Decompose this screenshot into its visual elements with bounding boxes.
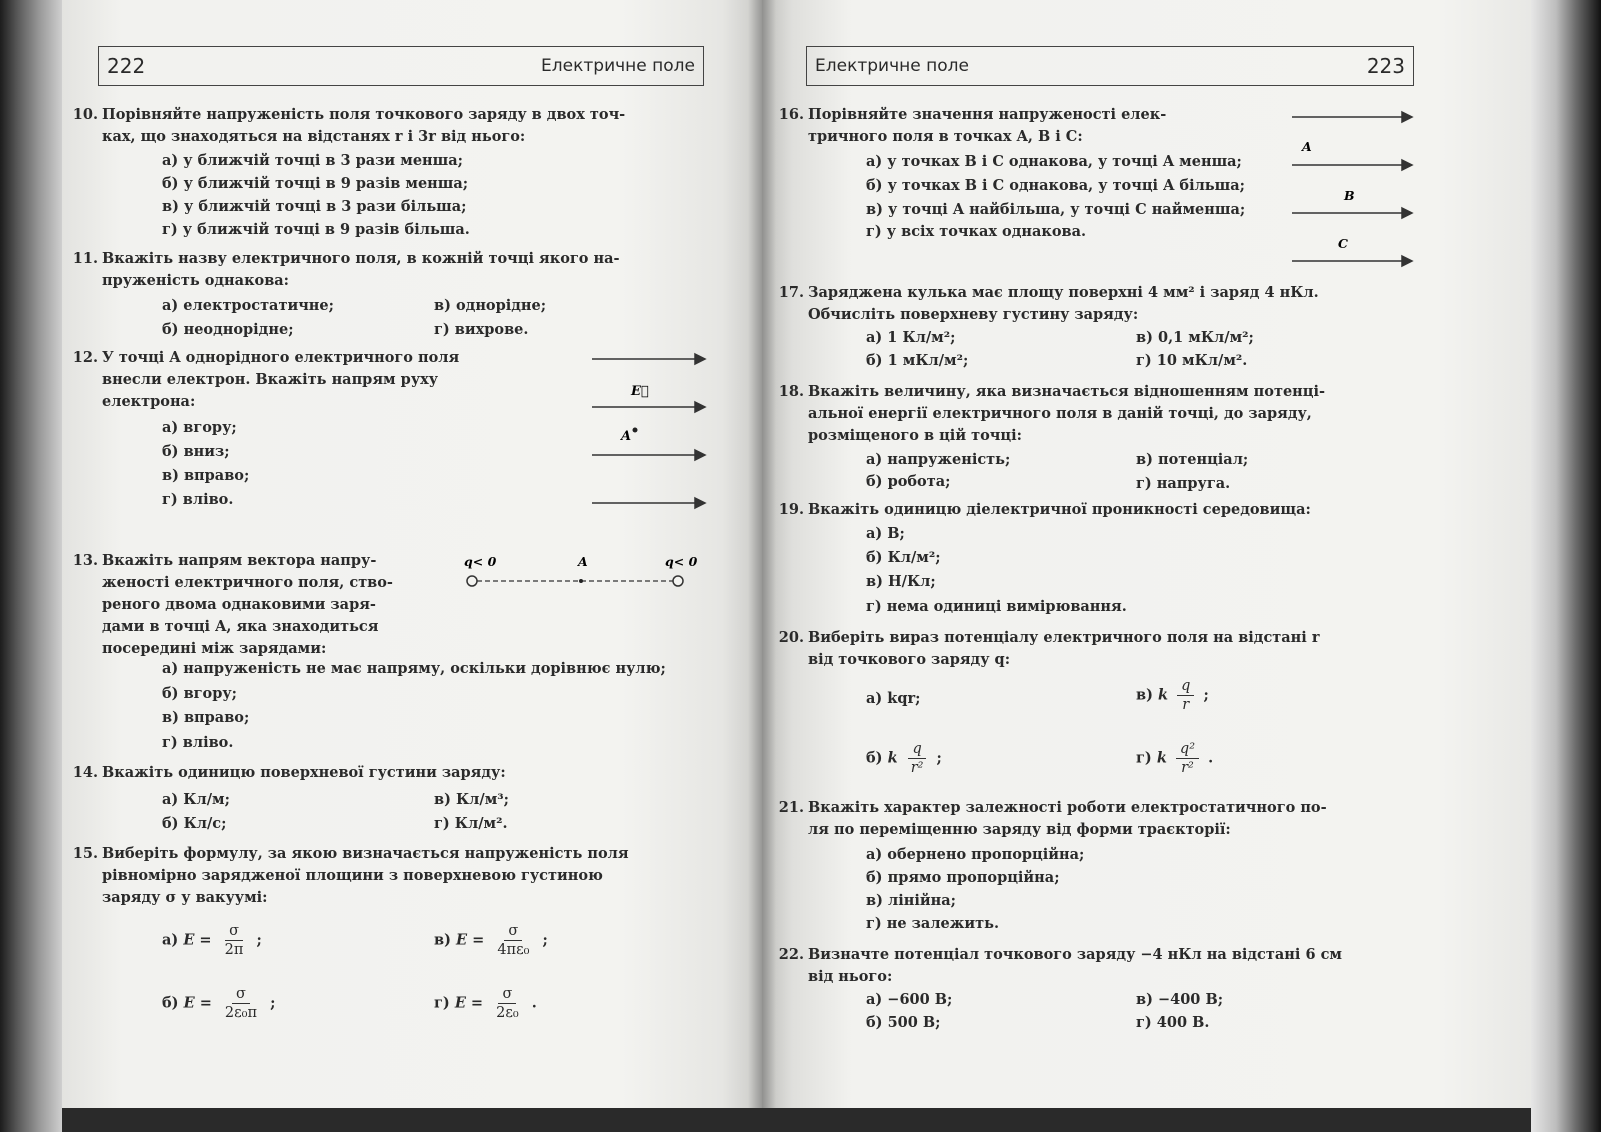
question-number: 12. <box>72 349 98 366</box>
denominator: r² <box>910 760 924 776</box>
right-charge-label: q< 0 <box>665 554 698 569</box>
question-number: 14. <box>72 764 98 781</box>
option: в) Кл/м³; <box>434 791 509 808</box>
option: а) вгору; <box>162 419 237 436</box>
left-charge <box>467 576 477 586</box>
option: а) у ближчій точці в 3 рази менша; <box>162 152 464 169</box>
question-18 <box>768 381 1418 447</box>
option: г) 400 В. <box>1136 1014 1210 1031</box>
option: а) В; <box>866 525 905 542</box>
question-text: Визначте потенціал точкового заряду −4 нКл на відстані 6 см <box>808 946 1343 963</box>
option-label: в) <box>1136 686 1153 704</box>
option: в) однорідне; <box>434 297 547 314</box>
question-text: Порівняйте напруженість поля точкового заряду в двох точ- <box>102 106 626 123</box>
fraction <box>493 922 533 959</box>
option: а) електростатичне; <box>162 297 334 314</box>
option: а) напруженість; <box>866 451 1011 468</box>
option: б) 500 В; <box>866 1014 941 1031</box>
option: а) kqr; <box>866 690 921 707</box>
option-label: б) <box>162 994 179 1012</box>
page-number: 222 <box>107 54 146 78</box>
formula-lhs: E = <box>454 994 484 1012</box>
section-title: Електричне поле <box>815 56 969 76</box>
option: в) Н/Кл; <box>866 573 936 590</box>
option: г) у всіх точках однакова. <box>866 223 1087 240</box>
question-text: від точкового заряду q: <box>808 651 1011 668</box>
fraction <box>1176 740 1199 777</box>
option: г) вліво. <box>162 491 234 508</box>
question-text: від нього: <box>808 968 893 985</box>
numerator: σ <box>498 985 516 1004</box>
numerator: q <box>1177 677 1194 696</box>
fraction <box>1177 677 1194 714</box>
option: г) не залежить. <box>866 915 1000 932</box>
option: в) у точці A найбільша, у точці C найменша; <box>866 201 1246 218</box>
option-label: б) <box>866 749 883 767</box>
option: а) напруженість не має напряму, оскільки дорівнює нулю; <box>162 660 666 677</box>
option-label: а) <box>162 931 179 949</box>
section-title: Електричне поле <box>541 56 695 76</box>
question-number: 16. <box>778 106 804 123</box>
option: г) напруга. <box>1136 475 1231 492</box>
question-16 <box>768 104 1238 148</box>
option: г) нема одиниці вимірювання. <box>866 598 1127 615</box>
question-text: Вкажіть одиницю поверхневої густини заряду: <box>102 764 506 781</box>
option-label: г) <box>1136 749 1152 767</box>
option: г) 10 мКл/м². <box>1136 352 1248 369</box>
right-page <box>762 0 1531 1112</box>
formula-option-b <box>866 740 942 777</box>
punctuation: . <box>1208 749 1214 767</box>
question-text: електрона: <box>102 393 196 410</box>
question-text: женості електричного поля, ство- <box>102 574 393 591</box>
option: б) робота; <box>866 473 951 490</box>
question-number: 13. <box>72 552 98 569</box>
punctuation: ; <box>256 931 262 949</box>
option: б) 1 мКл/м²; <box>866 352 969 369</box>
option: а) 1 Кл/м²; <box>866 329 956 346</box>
question-13 <box>62 550 442 660</box>
question-text: розміщеного в цій точці: <box>808 427 1022 444</box>
formula-option-v <box>434 922 548 959</box>
question-22 <box>768 944 1418 988</box>
option: в) −400 В; <box>1136 991 1224 1008</box>
question-text: Заряджена кулька має площу поверхні 4 мм² і заряд 4 нКл. <box>808 284 1319 301</box>
field-lines-diagram <box>1290 105 1415 270</box>
option: б) неоднорідне; <box>162 321 294 338</box>
denominator: 2ε₀ <box>496 1005 519 1021</box>
left-charge-label: q< 0 <box>464 554 497 569</box>
question-text: дами в точці A, яка знаходиться <box>102 618 379 635</box>
point-a-label: A <box>1302 139 1312 154</box>
fraction <box>492 985 523 1022</box>
left-page <box>62 0 762 1112</box>
option: б) Кл/с; <box>162 815 227 832</box>
punctuation: ; <box>936 749 942 767</box>
numerator: σ <box>504 922 522 941</box>
numerator: σ <box>225 922 243 941</box>
question-21 <box>768 797 1418 841</box>
question-number: 17. <box>778 284 804 301</box>
punctuation: . <box>531 994 537 1012</box>
question-number: 10. <box>72 106 98 123</box>
right-charge <box>673 576 683 586</box>
page-header <box>806 46 1414 86</box>
book-binding-right <box>1531 0 1601 1132</box>
option: б) прямо пропорційна; <box>866 869 1060 886</box>
two-charges-diagram <box>460 552 710 592</box>
formula-lhs: k <box>1158 686 1169 704</box>
option: в) потенціал; <box>1136 451 1249 468</box>
question-number: 22. <box>778 946 804 963</box>
denominator: 2π <box>224 942 244 958</box>
question-text: Обчисліть поверхневу густину заряду: <box>808 306 1139 323</box>
option: в) вправо; <box>162 467 250 484</box>
question-text: Вкажіть характер залежності роботи електростатичного по- <box>808 799 1327 816</box>
point-label: A <box>621 429 632 444</box>
question-text: тричного поля в точках A, B і C: <box>808 128 1083 145</box>
question-text: Виберіть формулу, за якою визначається напруженість поля <box>102 845 629 862</box>
formula-lhs: E = <box>456 931 485 949</box>
option-label: в) <box>434 931 451 949</box>
question-text: посередині між зарядами: <box>102 640 327 657</box>
uniform-field-diagram <box>587 345 707 515</box>
denominator: 2ε₀π <box>224 1005 258 1021</box>
question-number: 18. <box>778 383 804 400</box>
formula-lhs: k <box>1156 749 1167 767</box>
question-11 <box>62 248 712 292</box>
option: б) вгору; <box>162 685 237 702</box>
question-text: Вкажіть величину, яка визначається відношенням потенці- <box>808 383 1326 400</box>
page-number: 223 <box>1366 54 1405 78</box>
formula-option-g <box>434 985 537 1022</box>
option: г) вихрове. <box>434 321 529 338</box>
question-text: Вкажіть одиницю діелектричної проникності середовища: <box>808 501 1311 518</box>
option: г) Кл/м². <box>434 815 508 832</box>
question-20 <box>768 627 1418 671</box>
question-text: пруженість однакова: <box>102 272 290 289</box>
option: а) −600 В; <box>866 991 953 1008</box>
fraction <box>221 922 248 959</box>
punctuation: ; <box>1203 686 1209 704</box>
point-a-dot <box>579 579 583 583</box>
option: в) у ближчій точці в 3 рази більша; <box>162 198 467 215</box>
question-text: ках, що знаходяться на відстанях r і 3r від нього: <box>102 128 526 145</box>
option: б) у ближчій точці в 9 разів менша; <box>162 175 469 192</box>
formula-option-g <box>1136 740 1213 777</box>
question-text: реного двома однаковими заря- <box>102 596 376 613</box>
formula-option-a <box>162 922 262 959</box>
field-vector-label: E⃗ <box>631 384 649 399</box>
book-gutter-shadow <box>748 0 776 1132</box>
question-text: ля по переміщенню заряду від форми траєкторії: <box>808 821 1231 838</box>
option: а) обернено пропорційна; <box>866 846 1085 863</box>
option-label: г) <box>434 994 450 1012</box>
formula-option-v <box>1136 677 1209 714</box>
question-text: Вкажіть напрям вектора напру- <box>102 552 377 569</box>
fraction <box>221 985 261 1022</box>
option: в) 0,1 мКл/м²; <box>1136 329 1254 346</box>
fraction <box>907 740 928 777</box>
question-19 <box>768 499 1418 521</box>
option: а) у точках B і C однакова, у точці A менша; <box>866 153 1242 170</box>
point-label: A <box>578 554 588 569</box>
punctuation: ; <box>542 931 548 949</box>
point-c-label: C <box>1338 236 1348 251</box>
book-binding-left <box>0 0 62 1132</box>
question-text: Порівняйте значення напруженості елек- <box>808 106 1167 123</box>
point-b-label: B <box>1344 188 1355 203</box>
option: в) лінійна; <box>866 892 956 909</box>
question-text: Виберіть вираз потенціалу електричного поля на відстані r <box>808 629 1320 646</box>
question-number: 21. <box>778 799 804 816</box>
desk-background <box>62 1108 1531 1132</box>
question-17 <box>768 282 1418 326</box>
question-text: альної енергії електричного поля в даній точці, до заряду, <box>808 405 1312 422</box>
denominator: r <box>1182 697 1190 713</box>
formula-lhs: k <box>887 749 898 767</box>
question-text: Вкажіть назву електричного поля, в кожній точці якого на- <box>102 250 620 267</box>
question-number: 20. <box>778 629 804 646</box>
point-a-dot <box>633 428 638 433</box>
question-14 <box>62 762 712 784</box>
question-12 <box>62 347 562 413</box>
punctuation: ; <box>270 994 276 1012</box>
option: б) вниз; <box>162 443 230 460</box>
question-text: У точці A однорідного електричного поля <box>102 349 460 366</box>
numerator: q <box>908 740 925 759</box>
page-header <box>98 46 704 86</box>
numerator: q² <box>1176 740 1199 759</box>
question-text: внесли електрон. Вкажіть напрям руху <box>102 371 439 388</box>
denominator: r² <box>1181 760 1194 776</box>
denominator: 4πε₀ <box>497 942 530 958</box>
question-text: заряду σ у вакуумі: <box>102 889 268 906</box>
question-10 <box>62 104 712 148</box>
numerator: σ <box>232 985 250 1004</box>
question-number: 19. <box>778 501 804 518</box>
option: б) Кл/м²; <box>866 549 941 566</box>
question-text: рівномірно зарядженої площини з поверхневою густиною <box>102 867 603 884</box>
option: б) у точках B і C однакова, у точці A більша; <box>866 177 1245 194</box>
question-number: 11. <box>72 250 98 267</box>
formula-option-b <box>162 985 275 1022</box>
question-15 <box>62 843 712 909</box>
option: г) вліво. <box>162 734 234 751</box>
option: г) у ближчій точці в 9 разів більша. <box>162 221 470 238</box>
question-number: 15. <box>72 845 98 862</box>
formula-lhs: E = <box>183 931 212 949</box>
formula-lhs: E = <box>183 994 212 1012</box>
option: а) Кл/м; <box>162 791 230 808</box>
option: в) вправо; <box>162 709 250 726</box>
